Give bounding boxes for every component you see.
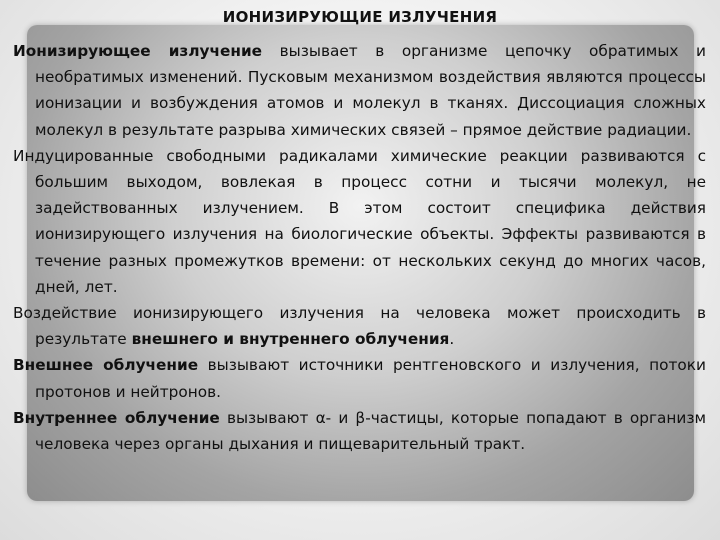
paragraph-text: Индуцированные свободными радикалами химические реакции развиваются с большим выходом, вовлекая в процесс сотни и тысячи молекул, не задействованных излучением. В этом состоит специфика действия ионизирующего излучения на биологические объекты. Эффекты развиваются в течение разных промежутков времени: от нескольких секунд до многих часов, дней, лет.: [13, 146, 706, 296]
paragraph-external-exposure: [13, 352, 706, 404]
paragraph-induced-reactions: [13, 143, 706, 300]
slide-title: ИОНИЗИРУЮЩИЕ ИЗЛУЧЕНИЯ: [222, 8, 498, 26]
term-external-exposure: Внешнее облучение: [13, 356, 199, 375]
paragraph-text: вызывают источники рентгеновского и излучения, потоки протонов и нейтронов.: [35, 356, 706, 401]
slide-body: [13, 38, 706, 457]
paragraph-text: вызывает в организме цепочку обратимых и необратимых изменений. Пусковым механизмом воздействия являются процессы ионизации и возбуждения атомов и молекул в тканях. Диссоциация сложных молекул в результате разрыва химических связей – прямое действие радиации.: [35, 42, 706, 139]
term-ionizing-radiation: Ионизирующее излучение: [13, 42, 263, 60]
paragraph-exposure: [13, 300, 706, 352]
paragraph-text: .: [449, 330, 455, 349]
paragraph-text: Воздействие ионизирующего излучения на человека может происходить в результате: [13, 304, 706, 349]
paragraph-ionizing-radiation: [13, 38, 706, 143]
term-external-internal-exposure: внешнего и внутреннего облучения: [131, 330, 450, 349]
paragraph-text: вызывают α- и β-частицы, которые попадают в организм человека через органы дыхания и пищеварительный тракт.: [35, 408, 706, 454]
term-internal-exposure: Внутреннее облучение: [13, 408, 220, 427]
paragraph-internal-exposure: [13, 405, 706, 457]
